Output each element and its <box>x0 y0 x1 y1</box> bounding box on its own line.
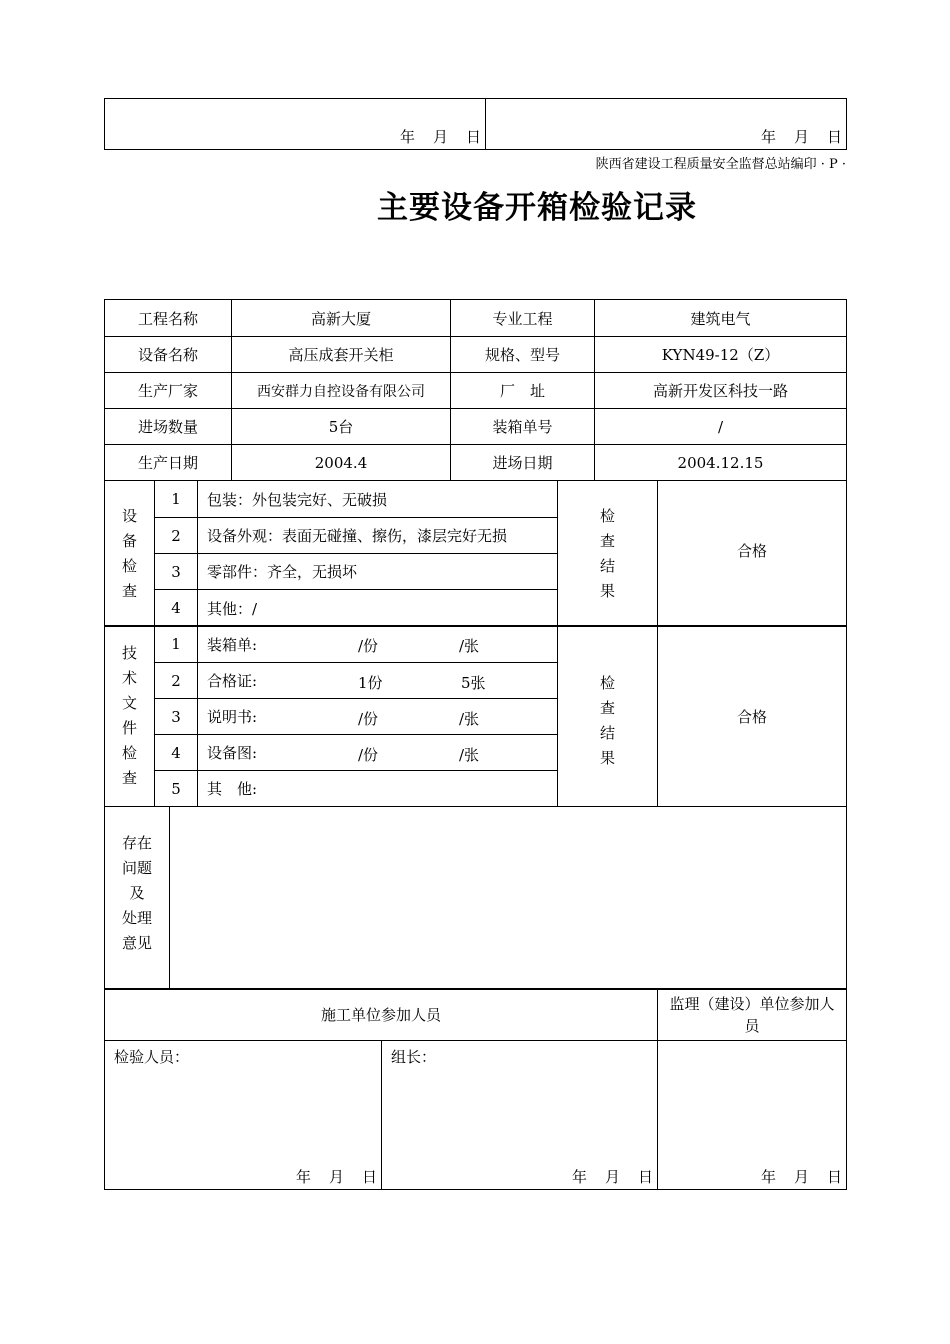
issues-table <box>104 806 847 990</box>
top-left-cell <box>105 99 486 150</box>
doc-item-no: 4 <box>155 735 198 771</box>
issues-content[interactable] <box>170 807 847 990</box>
doc-item-name: 设备图: <box>207 744 258 762</box>
leader-label: 组长： <box>391 1048 437 1066</box>
doc-item <box>198 626 558 663</box>
equipment-item-text: 零部件：齐全，无损坏 <box>198 554 558 590</box>
inspector-cell <box>105 1041 382 1190</box>
box-no-label: 装箱单号 <box>451 409 595 445</box>
doc-item-copies: /份 <box>358 637 379 655</box>
doc-item-name: 合格证: <box>207 672 258 690</box>
top-right-date: 年 月 日 <box>760 128 842 146</box>
equipment-item-text: 设备外观：表面无碰撞、擦伤，漆层完好无损 <box>198 518 558 554</box>
signoff-table <box>104 988 847 1190</box>
equipment-label: 设备名称 <box>105 337 232 373</box>
equipment-item-no: 1 <box>155 481 198 518</box>
supervision-date: 年 月 日 <box>760 1168 843 1186</box>
doc-item-no: 3 <box>155 699 198 735</box>
entry-date-label: 进场日期 <box>451 445 595 481</box>
specialty-value: 建筑电气 <box>595 300 847 337</box>
doc-item-sheets: /张 <box>459 637 480 655</box>
maker-value: 西安群力自控设备有限公司 <box>232 373 451 409</box>
leader-cell <box>382 1041 658 1190</box>
doc-item-no: 5 <box>155 771 198 807</box>
specialty-label: 专业工程 <box>451 300 595 337</box>
qty-value: 5台 <box>232 409 451 445</box>
construction-header: 施工单位参加人员 <box>105 989 658 1041</box>
equipment-check-label: 设 备 检 查 <box>105 481 155 627</box>
doc-result: 合格 <box>658 626 847 807</box>
equipment-item-no: 4 <box>155 590 198 627</box>
supervision-header: 监理（建设）单位参加人员 <box>658 989 847 1041</box>
prod-date-value: 2004.4 <box>232 445 451 481</box>
doc-item-sheets: 5张 <box>461 674 486 692</box>
equipment-value: 高压成套开关柜 <box>232 337 451 373</box>
project-value: 高新大厦 <box>232 300 451 337</box>
inspector-label: 检验人员： <box>114 1048 190 1066</box>
inspector-date: 年 月 日 <box>295 1168 377 1186</box>
equipment-result: 合格 <box>658 481 847 627</box>
doc-item <box>198 771 558 807</box>
footer-note: 陕西省建设工程质量安全监督总站编印 · P · <box>595 157 846 172</box>
project-label: 工程名称 <box>105 300 232 337</box>
leader-date: 年 月 日 <box>571 1168 654 1186</box>
supervision-cell <box>658 1041 847 1190</box>
doc-item-name: 其 他: <box>207 780 258 798</box>
doc-item-no: 2 <box>155 663 198 699</box>
doc-item-name: 装箱单: <box>207 635 258 654</box>
address-value: 高新开发区科技一路 <box>595 373 847 409</box>
doc-item <box>198 699 558 735</box>
box-no-value: / <box>595 409 847 445</box>
doc-item-name: 说明书: <box>207 708 258 726</box>
doc-item-sheets: /张 <box>459 746 480 764</box>
top-left-date: 年 月 日 <box>399 128 481 146</box>
entry-date-value: 2004.12.15 <box>595 445 847 481</box>
doc-item <box>198 663 558 699</box>
maker-label: 生产厂家 <box>105 373 232 409</box>
info-table <box>104 299 847 481</box>
doc-check-table <box>104 625 847 807</box>
model-label: 规格、型号 <box>451 337 595 373</box>
top-right-cell <box>486 99 847 150</box>
doc-item-copies: /份 <box>358 746 379 764</box>
model-value: KYN49-12（Z） <box>595 337 847 373</box>
qty-label: 进场数量 <box>105 409 232 445</box>
issues-label: 存在 问题 及 处理 意见 <box>105 807 170 990</box>
equipment-item-text: 包装：外包装完好、无破损 <box>198 481 558 518</box>
doc-check-label: 技 术 文 件 检 查 <box>105 626 155 807</box>
equipment-item-text: 其他：/ <box>198 590 558 627</box>
doc-result-label: 检 查 结 果 <box>558 626 658 807</box>
address-label: 厂 址 <box>451 373 595 409</box>
prod-date-label: 生产日期 <box>105 445 232 481</box>
equipment-check-table <box>104 480 847 627</box>
doc-item-sheets: /张 <box>459 710 480 728</box>
page-title: 主要设备开箱检验记录 <box>377 190 697 226</box>
doc-item-copies: 1份 <box>358 674 383 692</box>
equipment-item-no: 3 <box>155 554 198 590</box>
doc-item-copies: /份 <box>358 710 379 728</box>
equipment-result-label: 检 查 结 果 <box>558 481 658 627</box>
equipment-item-no: 2 <box>155 518 198 554</box>
top-sign-table <box>104 98 847 150</box>
doc-item <box>198 735 558 771</box>
doc-item-no: 1 <box>155 626 198 663</box>
